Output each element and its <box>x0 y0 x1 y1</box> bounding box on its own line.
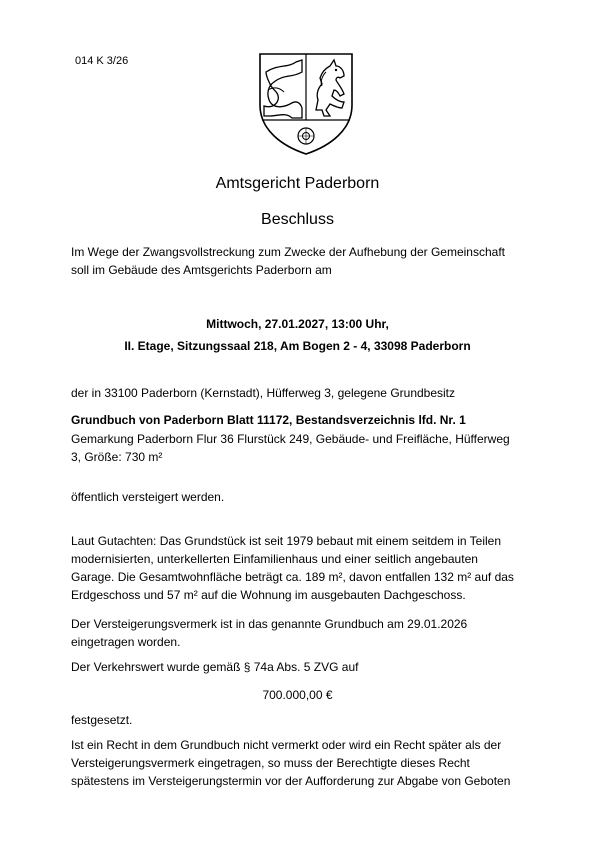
registry-heading: Grundbuch von Paderborn Blatt 11172, Bestandsverzeichnis lfd. Nr. 1 <box>71 413 466 427</box>
valuation-outro: festgesetzt. <box>71 713 133 727</box>
details-line: Gemarkung Paderborn Flur 36 Flurstück 249, Gebäude- und Freifläche, Hüfferweg <box>71 432 510 446</box>
property-intro: der in 33100 Paderborn (Kernstadt), Hüfferweg 3, gelegene Grundbesitz <box>71 386 456 400</box>
appraisal-line: modernisierten, unterkellerten Einfamilienhaus und einer seitlich angebauten <box>71 552 478 566</box>
auction-location: II. Etage, Sitzungssaal 218, Am Bogen 2 - 4, 33098 Paderborn <box>124 339 471 353</box>
date-block <box>0 315 595 355</box>
rights-paragraph <box>71 736 531 790</box>
appraisal-line: Garage. Die Gesamtwohnfläche beträgt ca. 189 m², davon entfallen 132 m² auf das <box>71 570 514 584</box>
coat-of-arms-icon <box>256 50 356 157</box>
intro-paragraph <box>71 243 531 279</box>
auction-datetime: Mittwoch, 27.01.2027, 13:00 Uhr, <box>206 317 389 331</box>
rights-line: spätestens im Versteigerungstermin vor der Aufforderung zur Abgabe von Geboten <box>71 774 511 788</box>
auction-statement: öffentlich versteigert werden. <box>71 490 225 504</box>
court-name: Amtsgericht Paderborn <box>215 175 380 192</box>
document-title: Beschluss <box>261 211 334 228</box>
rights-line: Versteigerungsvermerk eingetragen, so muss der Berechtigte dieses Recht <box>71 756 470 770</box>
intro-line: Im Wege der Zwangsvollstreckung zum Zwecke der Aufhebung der Gemeinschaft <box>71 245 505 259</box>
registration-paragraph <box>71 615 531 651</box>
appraisal-line: Laut Gutachten: Das Grundstück ist seit 1979 bebaut mit einem seitdem in Teilen <box>71 534 502 548</box>
valuation-intro: Der Verkehrswert wurde gemäß § 74a Abs. 5 ZVG auf <box>71 660 359 674</box>
registration-line: Der Versteigerungsvermerk ist in das genannte Grundbuch am 29.01.2026 <box>71 617 468 631</box>
valuation-amount: 700.000,00 € <box>262 688 333 702</box>
intro-line: soll im Gebäude des Amtsgerichts Paderborn am <box>71 263 332 277</box>
appraisal-paragraph <box>71 532 531 604</box>
rights-line: Ist ein Recht in dem Grundbuch nicht vermerkt oder wird ein Recht später als der <box>71 738 502 752</box>
appraisal-line: Erdgeschoss und 57 m² auf die Wohnung im ausgebauten Dachgeschoss. <box>71 588 466 602</box>
property-details <box>71 430 531 466</box>
registration-line: eingetragen worden. <box>71 635 181 649</box>
file-number: 014 K 3/26 <box>75 55 129 67</box>
details-line: 3, Größe: 730 m² <box>71 450 163 464</box>
